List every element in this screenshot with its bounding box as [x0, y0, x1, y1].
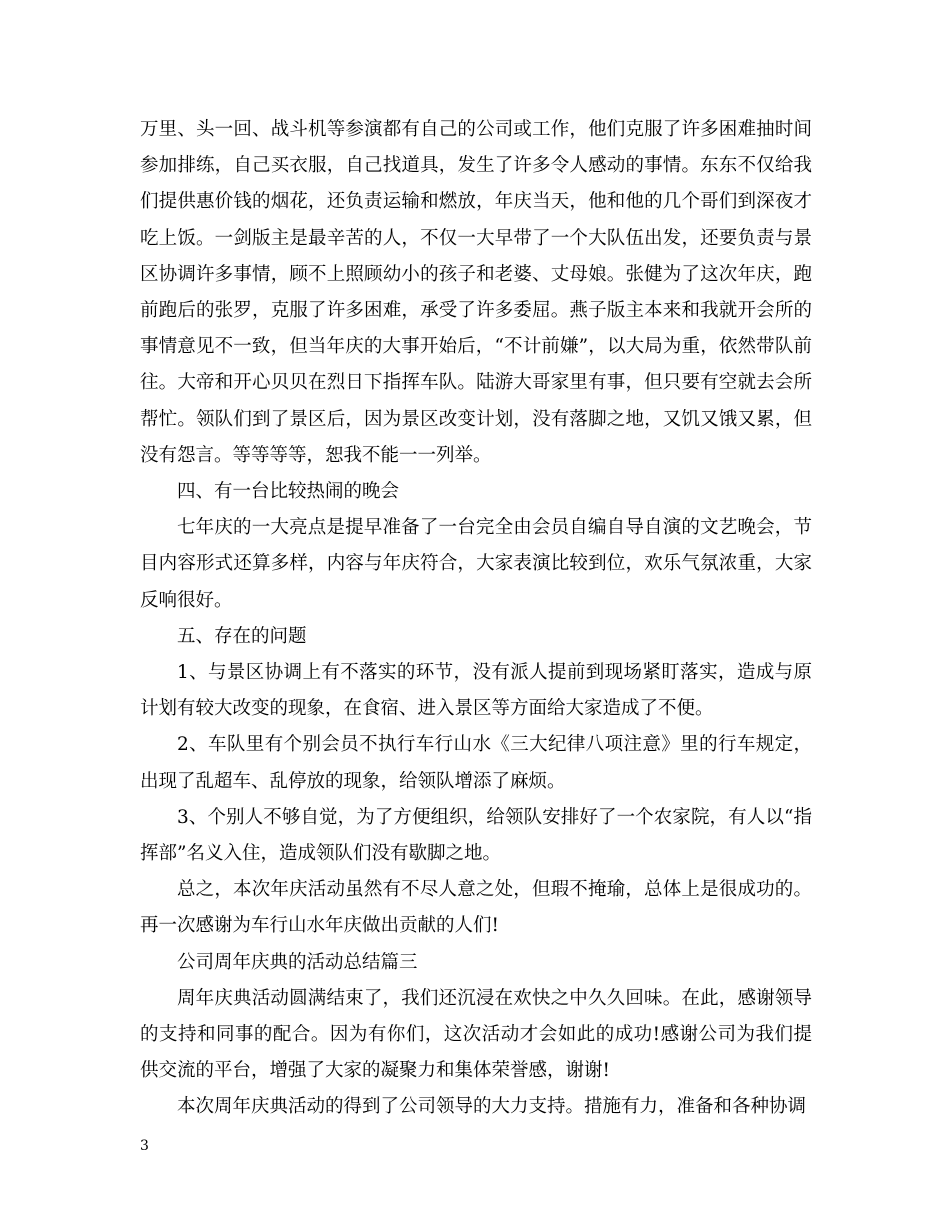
- paragraph-volunteers: 万里、头一回、战斗机等参演都有自己的公司或工作，他们克服了许多困难抽时间参加排练，自己买衣服，自己找道具，发生了许多令人感动的事情。东东不仅给我们提供惠价钱的烟花，还负责运输和燃放，年庆当天，他和他的几个哥们到深夜才吃上饭。一剑版主是最辛苦的人，不仅一大早带了一个大队伍出发，还要负责与景区协调许多事情，顾不上照顾幼小的孩子和老婆、丈母娘。张健为了这次年庆，跑前跑后的张罗，克服了许多困难，承受了许多委屈。燕子版主本来和我就开会所的事情意见不一致，但当年庆的大事开始后，“不计前嫌”，以大局为重，依然带队前往。大帝和开心贝贝在烈日下指挥车队。陆游大哥家里有事，但只要有空就去会所帮忙。领队们到了景区后，因为景区改变计划，没有落脚之地，又饥又饿又累，但没有怨言。等等等等，恕我不能一一列举。: [140, 119, 812, 466]
- section-heading-part-three: 公司周年庆典的活动总结篇三: [177, 951, 418, 973]
- section-heading-evening-party: 四、有一台比较热闹的晚会: [177, 481, 400, 503]
- paragraph-conclusion: 总之，本次年庆活动虽然有不尽人意之处，但瑕不掩瑜，总体上是很成功的。再一次感谢为车行山水年庆做出贡献的人们!: [140, 879, 812, 937]
- section-heading-problems: 五、存在的问题: [177, 625, 307, 647]
- page-number: 3: [140, 1138, 149, 1154]
- paragraph-problem-2: 2、车队里有个别会员不执行车行山水《三大纪律八项注意》里的行车规定，出现了乱超车、乱停放的现象，给领队增添了麻烦。: [140, 734, 812, 792]
- paragraph-support: 本次周年庆典活动的得到了公司领导的大力支持。措施有力，准备和各种协调: [177, 1096, 807, 1118]
- paragraph-problem-1: 1、与景区协调上有不落实的环节，没有派人提前到现场紧盯落实，造成与原计划有较大改变的现象，在食宿、进入景区等方面给大家造成了不便。: [140, 662, 812, 720]
- paragraph-evening-party: 七年庆的一大亮点是提早准备了一台完全由会员自编自导自演的文艺晚会，节目内容形式还算多样，内容与年庆符合，大家表演比较到位，欢乐气氛浓重，大家反响很好。: [140, 517, 812, 611]
- page-body: [140, 112, 812, 1126]
- paragraph-thanks: 周年庆典活动圆满结束了，我们还沉浸在欢快之中久久回味。在此，感谢领导的支持和同事的配合。因为有你们，这次活动才会如此的成功!感谢公司为我们提供交流的平台，增强了大家的凝聚力和集体荣誉感，谢谢!: [140, 987, 813, 1082]
- paragraph-problem-3: 3、个别人不够自觉，为了方便组织，给领队安排好了一个农家院，有人以“指挥部”名义入住，造成领队们没有歇脚之地。: [140, 806, 812, 865]
